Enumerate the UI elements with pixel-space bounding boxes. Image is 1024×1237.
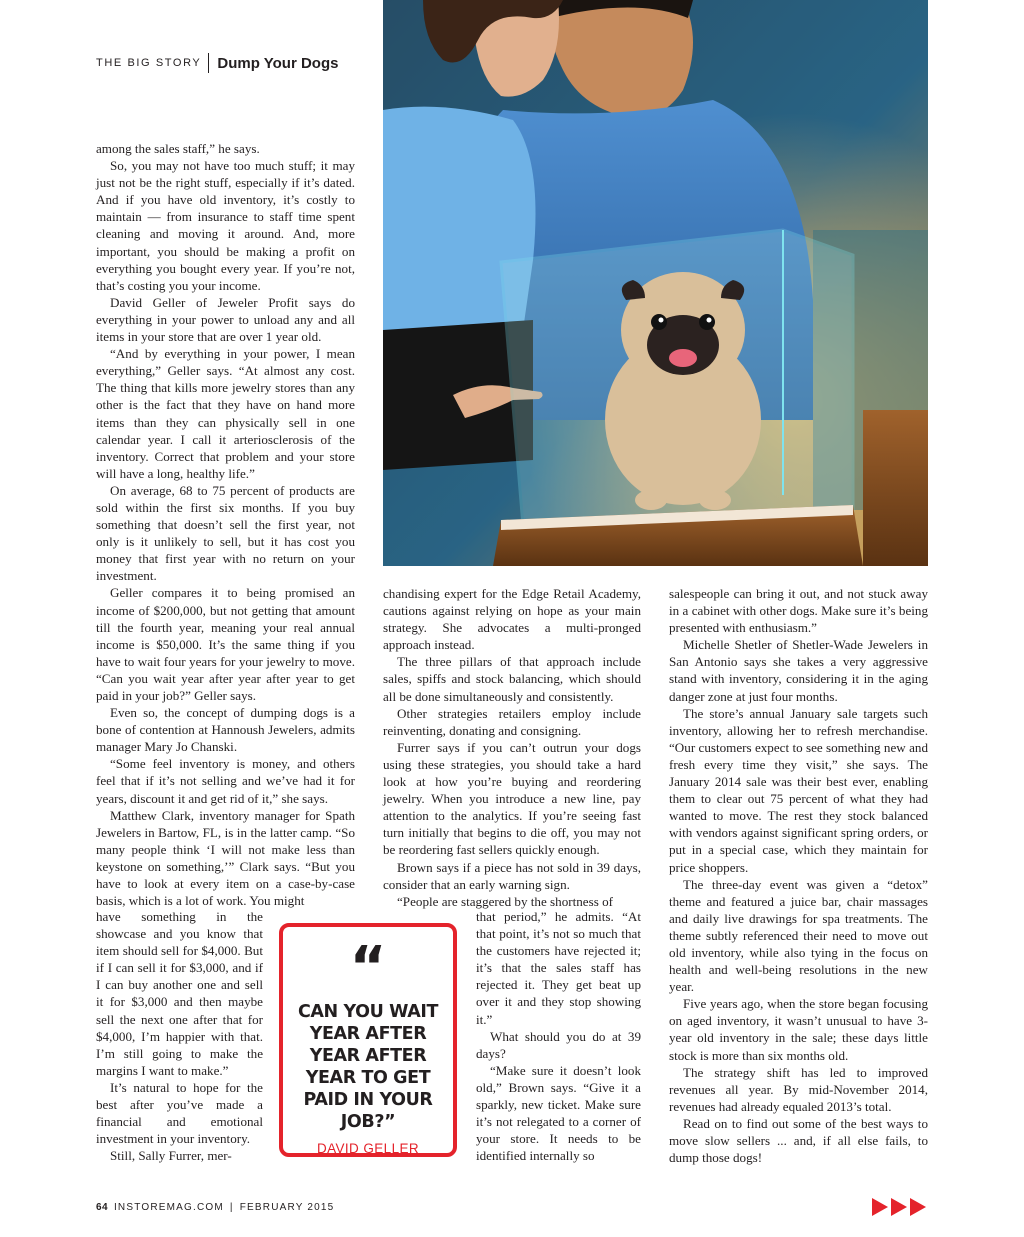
paragraph: Five years ago, when the store began focusing on aged inventory, it wasn’t unusual to have 3-year old inventory in the sale; these days little stock is more than six months old. [669, 996, 928, 1063]
paragraph: The store’s annual January sale targets such inventory, allowing her to refresh merchandise. “Our customers expect to see something new and fresh every time they visit,” she says. The January 2014 sale was their best ever, enabling them to clear out 75 percent of what they had wanted to move. The rest they stock balanced with vendors against significant spring orders, or put in a special case, which they maintain for price shoppers. [669, 705, 928, 875]
running-header [96, 52, 338, 74]
paragraph: that period,” he admits. “At that point, it’s not so much that the customers have rejected it; it’s that the sales staff has rejected it. They get beat up over it and they stop showing it.” [476, 909, 641, 1027]
continue-arrows-icon [872, 1198, 926, 1216]
pug-in-display-case-photo [383, 0, 928, 566]
paragraph: Furrer says if you can’t outrun your dogs using these strategies, you should take a hard look at how you’re buying and reordering jewelry. When you introduce a new line, pay attention to the analytics. If you’re seeing fast turn initially that begins to die off, you may not be reordering fast sellers quickly enough. [383, 739, 641, 858]
article-column-3 [669, 585, 928, 1166]
paragraph: Other strategies retailers employ include reinventing, donating and consigning. [383, 705, 641, 738]
paragraph: “Make sure it doesn’t look old,” Brown says. “Give it a sparkly, new ticket. Make sure it’s not relegated to a corner of your store. It needs to be identified internally so [476, 1062, 641, 1164]
pull-quote-attribution: DAVID GELLER [316, 1141, 420, 1156]
paragraph: The three pillars of that approach include sales, spiffs and stock balancing, which should all be done simultaneously and consistently. [383, 654, 641, 704]
paragraph: So, you may not have too much stuff; it may just not be the right stuff, especially if it’s dated. And if you have old inventory, it’s costly to maintain — from insurance to staff time spent cleaning and moving it around. And, more important, you should be making a profit on everything you bought every year. If you’re not, that’s costing you your income. [96, 158, 355, 293]
article-column-2-wrap [476, 908, 641, 1164]
paragraph: salespeople can bring it out, and not stuck away in a cabinet with other dogs. Make sure it’s being presented with enthusiasm.” [669, 586, 928, 636]
article-column-1-wrap [96, 908, 263, 1079]
page-number: 64 [96, 1201, 108, 1213]
footer-site: INSTOREMAG.COM [113, 1201, 224, 1213]
paragraph: “Some feel inventory is money, and others feel that if it’s not selling and we’ve had it for years, discount it and get rid of it,” she says. [96, 756, 355, 806]
header-divider [208, 53, 209, 73]
page-footer [96, 1200, 334, 1214]
paragraph: Even so, the concept of dumping dogs is a bone of contention at Hannoush Jewelers, admits manager Mary Jo Chanski. [96, 705, 355, 755]
pull-quote-text: CAN YOU WAIT YEAR AFTER YEAR AFTER YEAR TO GET PAID IN YOUR JOB?” [297, 1002, 439, 1132]
paragraph: have something in the showcase and you know that item should sell for $4,000. But if I can sell it for $3,000, and if I can buy another one and sell it for $3,000 and then maybe sell the next one after that for $4,000, I’m happier with that. I’m still going to make the margins I want to make.” [96, 909, 263, 1078]
paragraph: What should you do at 39 days? [476, 1028, 641, 1061]
paragraph: Michelle Shetler of Shetler-Wade Jewelers in San Antonio says she takes a very aggressive stand with inventory, considering it in the aging danger zone at just four months. [669, 637, 928, 704]
paragraph: “And by everything in your power, I mean everything,” Geller says. “At almost any cost. The thing that kills more jewelry stores than any other is the fact that they have on hand more items than they can physically sell in one calendar year. I call it arteriosclerosis of the inventory. Correct that problem and your store will have a long, healthy life.” [96, 346, 355, 481]
paragraph: among the sales staff,” he says. [96, 141, 260, 156]
paragraph: David Geller of Jeweler Profit says do everything in your power to unload any and all items in your store that are over 1 year old. [96, 294, 355, 345]
footer-separator: | [229, 1201, 234, 1213]
footer-issue: FEBRUARY 2015 [239, 1201, 335, 1213]
paragraph: Still, Sally Furrer, mer- [110, 1148, 232, 1164]
pull-quote-box [279, 923, 457, 1157]
feature-photo [383, 0, 928, 566]
article-column-2 [383, 585, 641, 910]
paragraph: Geller compares it to being promised an income of $200,000, but not getting that amount till the fourth year, meaning your real annual income is $50,000. It’s the same thing if you have to wait four years for your jewelry to move. “Can you wait year after year after year to get paid in your job?” Geller says. [96, 585, 355, 703]
paragraph: The strategy shift has led to improved revenues all year. By mid-November 2014, revenues had already equaled 2013’s total. [669, 1064, 928, 1114]
paragraph: The three-day event was given a “detox” theme and featured a juice bar, chair massages and daily live drawings for spa treatments. The theme subtly referenced their need to move out old inventory, while also tying in the focus on health and well-being resolutions in the new year. [669, 876, 928, 995]
paragraph: Brown says if a piece has not sold in 39 days, consider that an early warning sign. [383, 859, 641, 892]
article-column-1-end [96, 1079, 263, 1164]
paragraph: “People are staggered by the shortness of [397, 893, 613, 909]
paragraph: It’s natural to hope for the best after you’ve made a financial and emotional investment in your inventory. [96, 1080, 263, 1147]
paragraph: Read on to find out some of the best ways to move slow sellers ... and, if all else fails, to dump those dogs! [669, 1115, 928, 1166]
section-kicker: THE BIG STORY [96, 57, 202, 69]
article-column-1 [96, 140, 355, 909]
paragraph: Matthew Clark, inventory manager for Spath Jewelers in Bartow, FL, is in the latter camp. “So many people think ‘I will not make less than keystone on something,’” Clark says. “But you have to look at every item on a case-by-case basis, which is a lot of work. You might [96, 807, 355, 909]
quote-mark-icon: “ [349, 935, 387, 1000]
paragraph: chandising expert for the Edge Retail Academy, cautions against relying on hope as your main strategy. She advocates a multi-pronged approach instead. [383, 586, 641, 653]
paragraph: On average, 68 to 75 percent of products are sold within the first six months. If you buy something that doesn’t sell the first year, not only is it unlikely to sell, but it has cost you money that first year with no return on your investment. [96, 482, 355, 584]
story-title: Dump Your Dogs [217, 54, 339, 72]
